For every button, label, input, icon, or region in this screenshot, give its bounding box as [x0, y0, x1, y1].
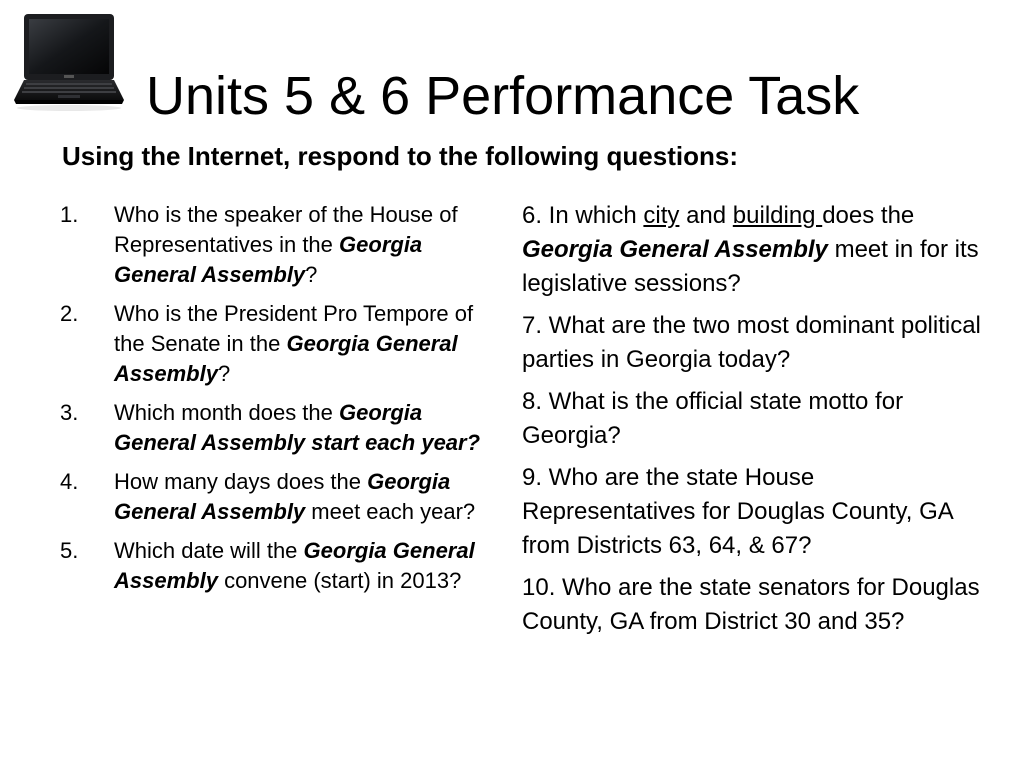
left-question-list [60, 200, 496, 605]
question-text: meet each year? [305, 499, 476, 524]
question-number: 4. [60, 469, 79, 494]
question-text: Which date will the [114, 538, 304, 563]
question-text: does the [822, 202, 915, 229]
question-text: convene (start) in 2013? [217, 568, 462, 593]
question-6 [522, 199, 992, 301]
right-question-column [522, 199, 992, 647]
question-number: 3. [60, 400, 79, 425]
question-text: Who is the President Pro Tempore of the Senate in the [114, 301, 474, 356]
underlined-word-building: building [732, 202, 823, 229]
question-5 [60, 536, 496, 596]
underlined-word-city: city [643, 202, 680, 229]
question-8: 8. What is the official state motto for Georgia? [522, 388, 904, 449]
question-emphasis: Georgia General Assembly [114, 469, 451, 524]
question-text: 6. In which [522, 202, 644, 229]
question-emphasis: Georgia General Assembly [114, 232, 423, 287]
question-emphasis: Georgia General Assembly [114, 538, 475, 593]
question-1 [60, 200, 496, 290]
question-number: 1. [60, 202, 79, 227]
question-text: ? [305, 262, 318, 287]
slide-subtitle: Using the Internet, respond to the following questions: [62, 141, 738, 171]
question-text: meet in for its legislative sessions? [522, 236, 979, 297]
question-text: and [679, 202, 733, 229]
question-number: 5. [60, 538, 79, 563]
question-emphasis: Georgia General Assembly start each year? [114, 400, 481, 455]
slide-title: Units 5 & 6 Performance Task [146, 66, 860, 126]
question-3 [60, 398, 496, 458]
question-text: How many days does the [114, 469, 368, 494]
question-9: 9. Who are the state House Representatives for Douglas County, GA from Districts 63, 64, & 67? [522, 464, 953, 559]
question-number: 2. [60, 301, 79, 326]
question-text: Which month does the [114, 400, 340, 425]
question-7: 7. What are the two most dominant political parties in Georgia today? [522, 312, 981, 373]
question-emphasis: Georgia General Assembly [114, 331, 458, 386]
question-2 [60, 299, 496, 389]
question-4 [60, 467, 496, 527]
question-emphasis: Georgia General Assembly [522, 236, 828, 263]
question-10: 10. Who are the state senators for Douglas County, GA from District 30 and 35? [522, 574, 980, 635]
laptop-icon [12, 12, 126, 116]
question-text: Who is the speaker of the House of Representatives in the [114, 202, 458, 257]
question-text: ? [217, 361, 231, 386]
